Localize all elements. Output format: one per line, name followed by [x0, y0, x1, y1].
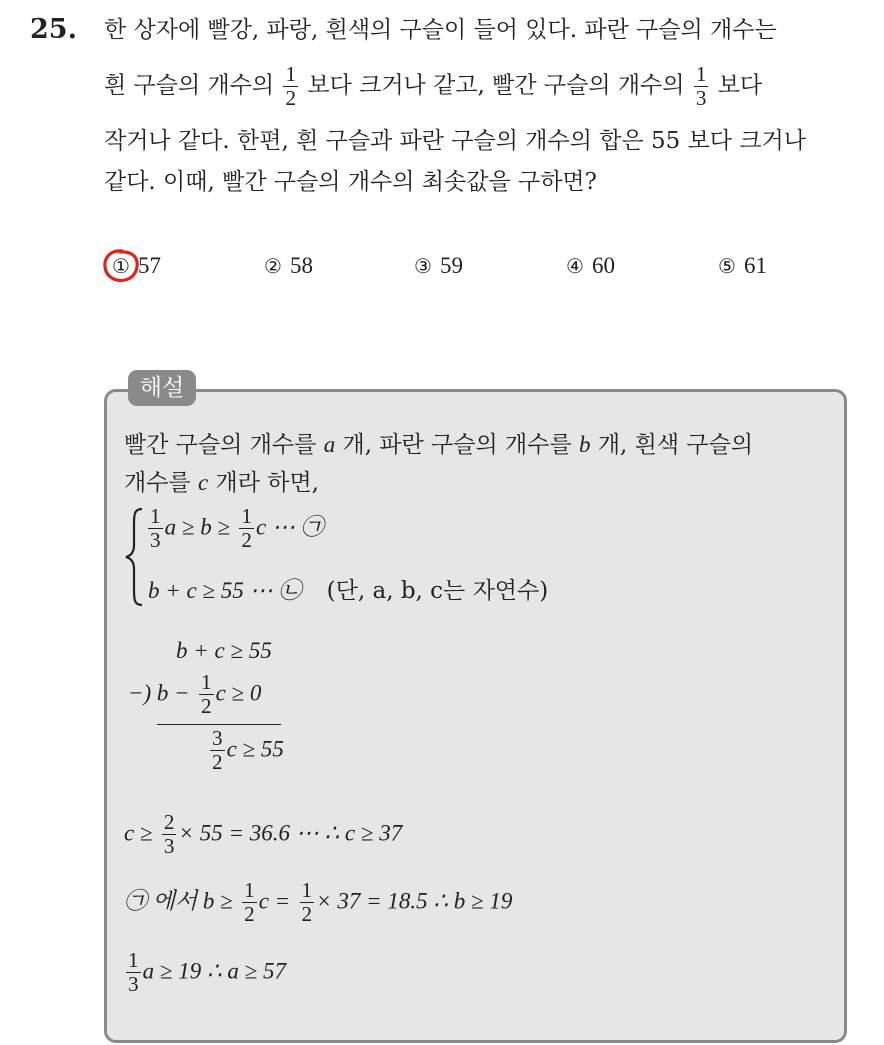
fraction-one-third — [694, 64, 709, 109]
system-ineq-1-end: c ⋯ ㉠ — [255, 514, 324, 540]
fraction-one-half — [283, 64, 298, 109]
frac-num: 1 — [695, 62, 707, 86]
choice-3[interactable] — [414, 253, 463, 279]
choice-mark: ② — [264, 254, 282, 278]
frac-den: 2 — [301, 902, 313, 927]
system-ineq-2: b + c ≥ 55 ⋯ ㉡ — [148, 578, 302, 603]
intro-text: 개수를 — [124, 470, 191, 496]
choice-2[interactable] — [264, 253, 313, 279]
choice-value: 61 — [743, 253, 767, 278]
fraction-one-half — [300, 880, 315, 925]
system-ineq-1: a ≥ b ≥ — [164, 514, 231, 540]
choice-4[interactable] — [566, 253, 615, 279]
step-2a: ㉠ 에서 b ≥ — [124, 888, 233, 914]
var-b: b — [579, 432, 591, 457]
frac-den: 3 — [128, 972, 139, 997]
fraction-three-halves — [210, 728, 225, 773]
solution-intro-1 — [124, 426, 753, 459]
system-note: (단, a, b, c는 자연수) — [326, 578, 549, 604]
choice-value: 59 — [439, 253, 463, 278]
frac-num: 1 — [128, 948, 139, 972]
subtraction-result — [208, 728, 284, 773]
step-1 — [124, 812, 402, 857]
choice-mark: ③ — [414, 254, 432, 278]
subtraction-mid-a: −) b − — [128, 680, 190, 706]
frac-num: 3 — [212, 726, 223, 750]
choice-value: 57 — [137, 253, 161, 278]
question-line-2a: 흰 구슬의 개수의 — [104, 72, 275, 99]
fraction-one-half — [239, 506, 254, 551]
frac-den: 2 — [285, 86, 297, 111]
frac-den: 2 — [201, 694, 212, 719]
subtraction-result-b: c ≥ 55 — [226, 736, 284, 762]
intro-text: 개, 파란 구슬의 개수를 — [342, 432, 572, 458]
question-line-2c: 보다 — [717, 72, 763, 99]
frac-num: 2 — [163, 810, 175, 834]
system-line-1 — [146, 506, 324, 551]
step-3 — [124, 950, 286, 995]
subtraction-line — [157, 724, 281, 725]
frac-num: 1 — [285, 62, 297, 86]
intro-text: 개라 하면, — [215, 470, 319, 496]
choice-value: 60 — [591, 253, 615, 278]
choice-5[interactable] — [718, 253, 767, 279]
question-line-3: 작거나 같다. 한편, 흰 구슬과 파란 구슬의 개수의 합은 55 보다 크거나 — [104, 128, 806, 154]
left-brace-icon — [124, 507, 146, 607]
question-line-4: 같다. 이때, 빨간 구슬의 개수의 최솟값을 구하면? — [104, 169, 597, 195]
var-a: a — [323, 432, 336, 457]
frac-num: 1 — [244, 878, 255, 902]
frac-den: 3 — [695, 86, 707, 111]
question-line-2b: 보다 크거나 같고, 빨간 구슬의 개수의 — [307, 72, 685, 99]
step-2c: × 37 = 18.5 ∴ b ≥ 19 — [316, 888, 513, 914]
intro-text: 빨간 구슬의 개수를 — [124, 432, 317, 458]
solution-intro-2 — [124, 464, 319, 497]
subtraction-mid-b: c ≥ 0 — [215, 680, 262, 706]
frac-den: 3 — [150, 528, 161, 553]
step-3b: a ≥ 19 ∴ a ≥ 57 — [142, 958, 286, 984]
question-line-2 — [104, 64, 762, 109]
var-c: c — [197, 470, 209, 495]
frac-num: 1 — [241, 504, 252, 528]
fraction-two-thirds — [162, 812, 177, 857]
choice-mark: ① — [112, 254, 130, 278]
subtraction-top: b + c ≥ 55 — [176, 638, 272, 663]
step-1a: c ≥ — [124, 820, 153, 846]
choice-mark: ④ — [566, 254, 584, 278]
question-number: 25. — [30, 14, 77, 45]
fraction-one-half — [242, 880, 257, 925]
step-1b: × 55 = 36.6 ⋯ ∴ c ≥ 37 — [178, 820, 403, 846]
question-line-1: 한 상자에 빨강, 파랑, 흰색의 구슬이 들어 있다. 파란 구슬의 개수는 — [104, 17, 777, 43]
choice-value: 58 — [289, 253, 313, 278]
frac-num: 1 — [201, 670, 212, 694]
step-2 — [124, 880, 512, 925]
step-2b: c = — [258, 888, 291, 914]
fraction-one-half — [199, 672, 214, 717]
answer-circle-icon — [102, 248, 140, 284]
frac-den: 3 — [163, 834, 175, 859]
intro-text: 개, 흰색 구슬의 — [597, 432, 754, 458]
subtraction-mid — [128, 672, 261, 717]
frac-num: 1 — [301, 878, 313, 902]
solution-tag: 해설 — [128, 370, 196, 406]
frac-den: 2 — [244, 902, 255, 927]
fraction-one-third — [126, 950, 141, 995]
frac-num: 1 — [150, 504, 161, 528]
system-line-2 — [148, 572, 548, 605]
frac-den: 2 — [212, 750, 223, 775]
choice-mark: ⑤ — [718, 254, 736, 278]
fraction-one-third — [148, 506, 163, 551]
frac-den: 2 — [241, 528, 252, 553]
